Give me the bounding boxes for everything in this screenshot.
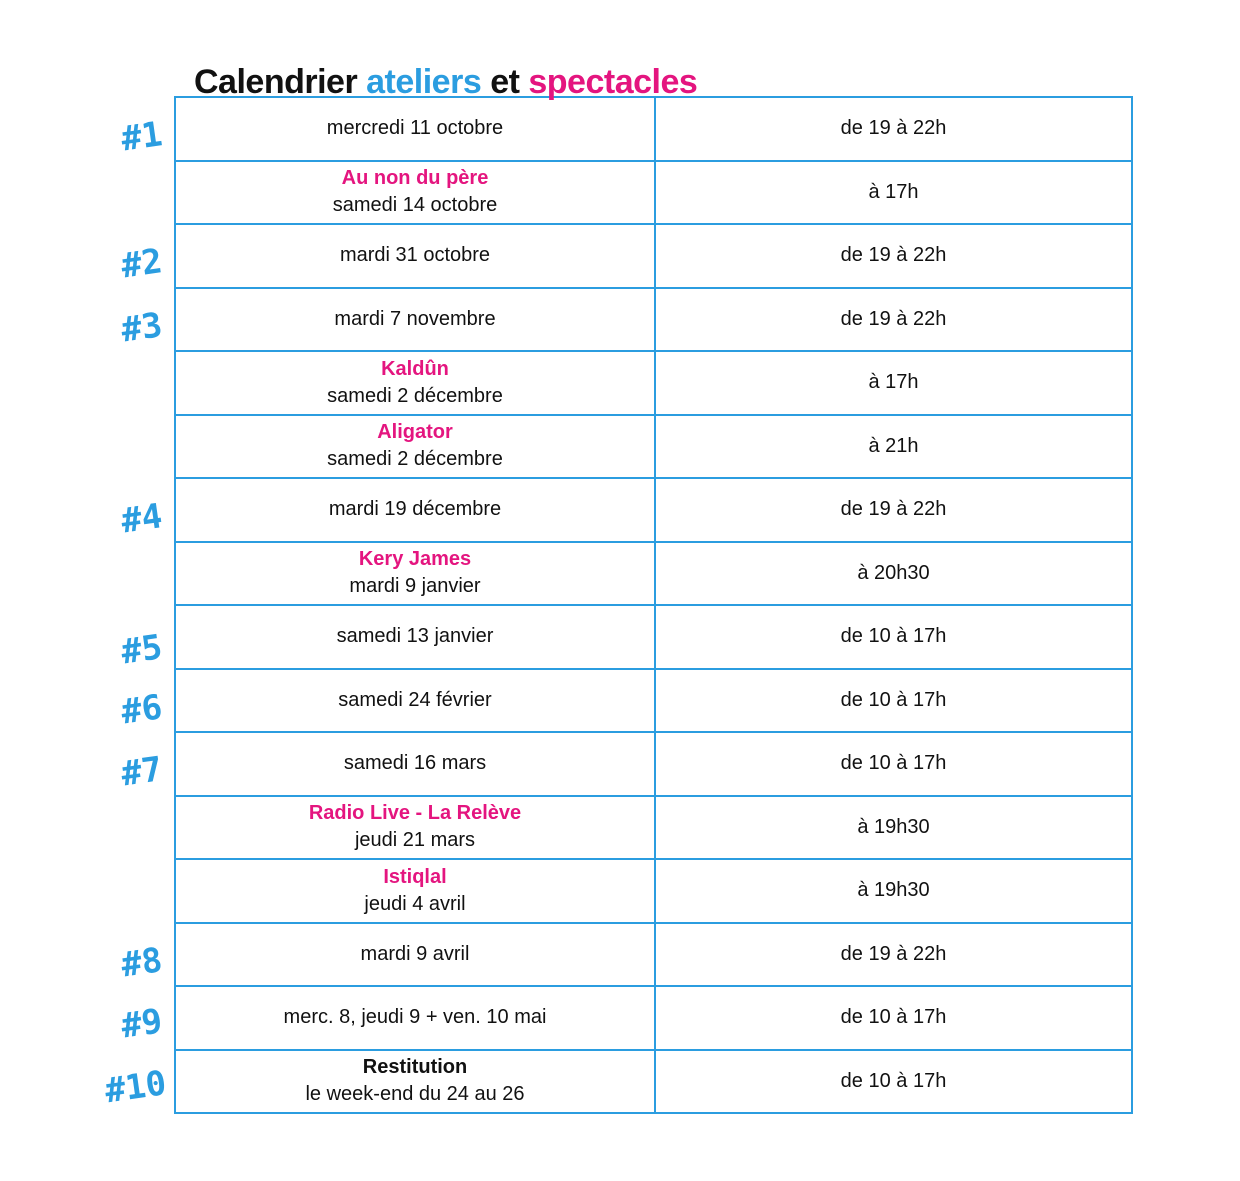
table-row (176, 479, 1133, 543)
show-title: Istiqlal (383, 865, 447, 888)
show-title: Kery James (358, 548, 472, 571)
date-cell (176, 479, 656, 543)
session-number: #7 (118, 749, 165, 795)
event-time: de 10 à 17h (840, 1069, 947, 1092)
event-date: mardi 9 avril (360, 942, 470, 965)
event-time: à 21h (868, 434, 919, 457)
event-time: à 19h30 (857, 879, 930, 902)
table-row (176, 225, 1133, 289)
event-date: samedi 2 décembre (327, 448, 503, 471)
date-cell (176, 733, 656, 797)
session-number: #1 (118, 114, 165, 160)
time-cell (656, 1051, 1133, 1115)
event-time: de 10 à 17h (840, 1006, 947, 1029)
session-number: #5 (118, 627, 165, 673)
date-cell (176, 1051, 656, 1115)
event-date: mardi 31 octobre (339, 244, 491, 267)
event-date: mardi 19 décembre (328, 498, 502, 521)
event-time: à 20h30 (857, 561, 930, 584)
table-row (176, 162, 1133, 226)
event-date: samedi 24 février (338, 688, 492, 711)
table-row (176, 352, 1133, 416)
date-cell (176, 162, 656, 226)
date-cell (176, 289, 656, 353)
date-cell (176, 416, 656, 480)
session-number: #8 (118, 940, 165, 986)
table-row (176, 733, 1133, 797)
date-cell (176, 924, 656, 988)
show-title: Radio Live - La Relève (308, 802, 522, 825)
show-title: Aligator (377, 421, 453, 444)
date-cell (176, 606, 656, 670)
time-cell (656, 162, 1133, 226)
table-row (176, 416, 1133, 480)
time-cell (656, 606, 1133, 670)
title-word-spectacles: spectacles (528, 63, 698, 101)
event-date: merc. 8, jeudi 9 + ven. 10 mai (283, 1006, 547, 1029)
time-cell (656, 924, 1133, 988)
event-time: de 10 à 17h (840, 625, 947, 648)
event-date: le week-end du 24 au 26 (305, 1083, 525, 1106)
table-row (176, 860, 1133, 924)
table-row (176, 1051, 1133, 1115)
event-time: de 10 à 17h (840, 688, 947, 711)
time-cell (656, 797, 1133, 861)
session-number: #3 (118, 305, 165, 351)
event-time: à 17h (868, 180, 919, 203)
table-row (176, 606, 1133, 670)
time-cell (656, 543, 1133, 607)
time-cell (656, 225, 1133, 289)
date-cell (176, 98, 656, 162)
time-cell (656, 479, 1133, 543)
event-date: samedi 13 janvier (336, 625, 494, 648)
date-cell (176, 797, 656, 861)
show-title: Au non du père (341, 167, 489, 190)
event-time: de 19 à 22h (840, 942, 947, 965)
event-time: de 19 à 22h (840, 498, 947, 521)
date-cell (176, 225, 656, 289)
title-word-ateliers: ateliers (366, 63, 482, 101)
page-title (194, 62, 697, 102)
date-cell (176, 670, 656, 734)
session-number: #4 (118, 496, 165, 542)
restitution-title: Restitution (362, 1056, 468, 1079)
calendar-table (174, 96, 1133, 1114)
time-cell (656, 733, 1133, 797)
table-row (176, 98, 1133, 162)
event-date: samedi 14 octobre (332, 194, 498, 217)
title-word-et: et (490, 63, 520, 101)
title-word-calendrier: Calendrier (194, 63, 358, 101)
date-cell (176, 987, 656, 1051)
session-number: #9 (118, 1001, 165, 1047)
event-time: de 19 à 22h (840, 244, 947, 267)
table-row (176, 797, 1133, 861)
show-title: Kaldûn (381, 357, 449, 380)
event-date: samedi 2 décembre (327, 384, 503, 407)
event-time: de 19 à 22h (840, 117, 947, 140)
table-row (176, 987, 1133, 1051)
time-cell (656, 860, 1133, 924)
event-time: à 19h30 (857, 815, 930, 838)
table-row (176, 924, 1133, 988)
table-row (176, 289, 1133, 353)
date-cell (176, 352, 656, 416)
time-cell (656, 98, 1133, 162)
time-cell (656, 289, 1133, 353)
table-row (176, 543, 1133, 607)
event-date: mardi 7 novembre (334, 307, 496, 330)
time-cell (656, 352, 1133, 416)
session-number: #2 (118, 241, 165, 287)
event-time: de 19 à 22h (840, 307, 947, 330)
time-cell (656, 670, 1133, 734)
date-cell (176, 860, 656, 924)
session-number: #6 (118, 687, 165, 733)
event-date: jeudi 21 mars (354, 829, 476, 852)
event-date: samedi 16 mars (343, 752, 487, 775)
session-number: #10 (102, 1063, 169, 1112)
date-cell (176, 543, 656, 607)
event-time: à 17h (868, 371, 919, 394)
time-cell (656, 416, 1133, 480)
event-date: jeudi 4 avril (364, 892, 466, 915)
event-date: mercredi 11 octobre (326, 117, 504, 140)
event-time: de 10 à 17h (840, 752, 947, 775)
time-cell (656, 987, 1133, 1051)
table-row (176, 670, 1133, 734)
event-date: mardi 9 janvier (349, 575, 481, 598)
